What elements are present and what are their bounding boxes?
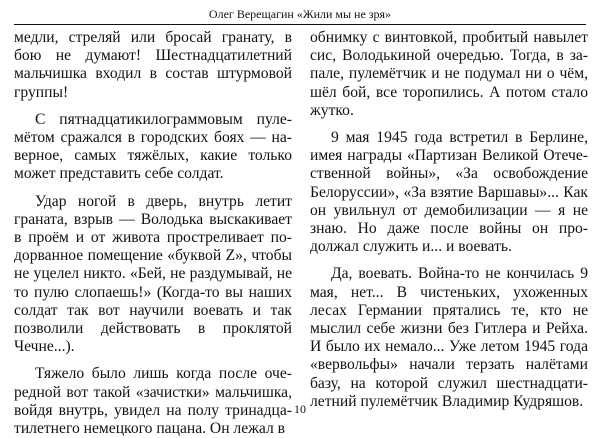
header-divider <box>14 24 586 25</box>
paragraph: С пятнадцатикилограммовым пулемётом сражался в городских боях — наверное, самых тяжёлых, какие только может представить себе солдат. <box>14 110 292 183</box>
paragraph: Тяжело было лишь когда после очередной вот такой «зачистки» мальчишка, войдя внутрь, увидел на полу тринадцатилетнего немецкого пацана. Он лежал в <box>14 365 292 438</box>
right-text-column <box>310 29 588 411</box>
paragraph: Да, воевать. Война-то не кончилась 9 мая, нет... В чистеньких, ухоженных лесах Германии прятались те, кто не мыслил себе жизни без Гитлера и Рейха. И было их немало... Уже летом 1945 года «вервольфы» начали терзать налётами базу, на которой служил шестнадцатилетний пулемётчик Владимир Кудряшов. <box>310 265 588 410</box>
paragraph: 9 мая 1945 года встретил в Берлине, имея награды «Партизан Великой Отечественной войны», «За освобождение Белоруссии», «За взятие Варшавы»... Как он увильнул от демобилизации — я не знаю. Но даже после войны он продолжал служить и... и воевать. <box>310 129 588 256</box>
paragraph: медли, стреляй или бросай гранату, в бою не думают! Шестнадцатилетний мальчишка входил в состав штурмовой группы! <box>14 29 292 101</box>
left-text-column <box>14 29 292 438</box>
running-header: Олег Верещагин «Жили мы не зря» <box>208 7 392 21</box>
paragraph: обнимку с винтовкой, пробитый навылет сис, Володькиной очередью. Тогда, в запале, пулемётчик и не подумал ни о чём, шёл бой, все торопились. А потом стало жутко. <box>310 29 588 119</box>
page-number: 10 <box>294 402 306 416</box>
paragraph: Удар ногой в дверь, внутрь летит граната, взрыв — Володька выскакивает в проём и от живота простреливает подорванное помещение «буквой Z», чтобы не уцелел никто. «Бей, не раздумывай, не то пулю слопаешь!» (Когда-то вы наших солдат так вот научили воевать и так позволили действовать в проклятой Чечне...). <box>14 192 292 356</box>
